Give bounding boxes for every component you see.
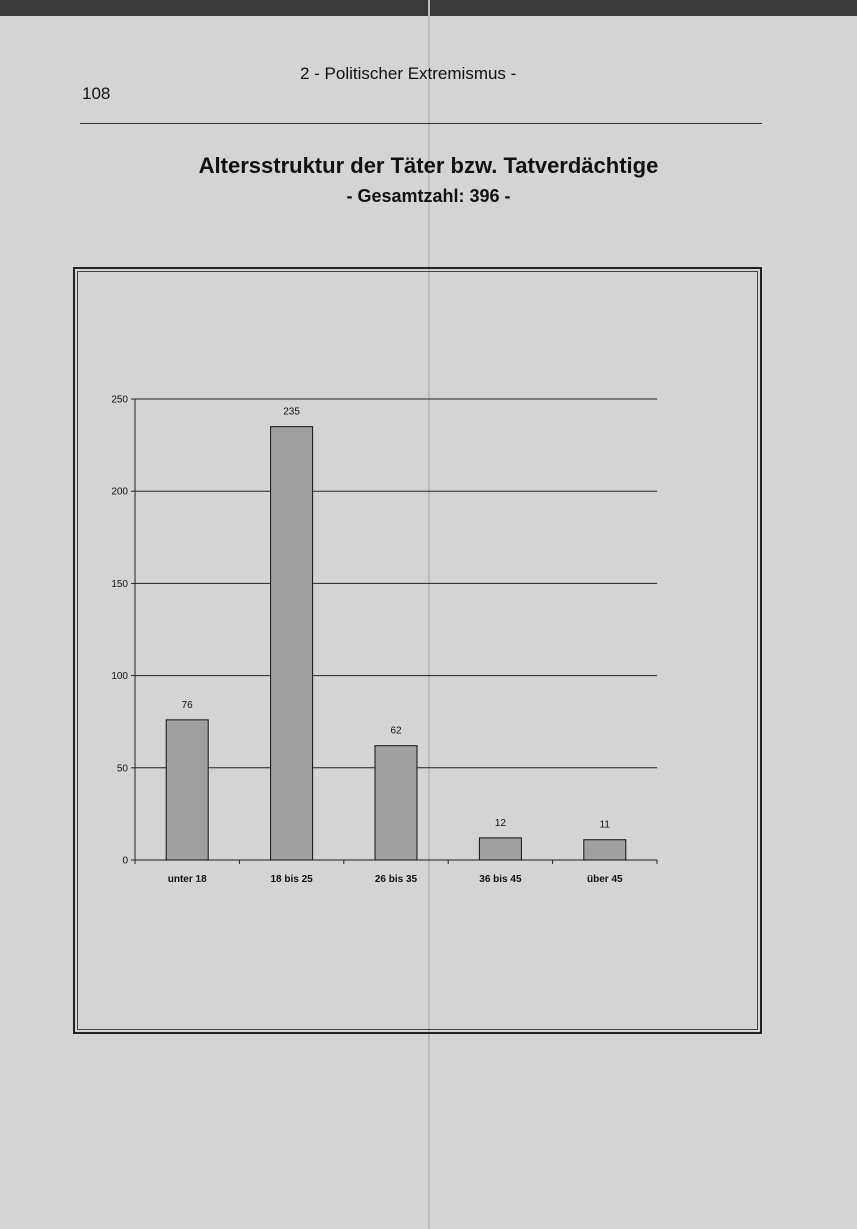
y-tick-label: 250 — [111, 394, 128, 406]
bar — [479, 838, 521, 860]
category-label: unter 18 — [167, 874, 207, 885]
category-label: über 45 — [587, 874, 623, 885]
page-number: 108 — [82, 84, 111, 103]
y-tick-label: 200 — [111, 486, 128, 498]
data-label: 11 — [599, 819, 610, 831]
y-tick-label: 150 — [111, 578, 128, 590]
bar — [375, 746, 417, 860]
category-label: 26 bis 35 — [374, 874, 418, 885]
bar — [584, 840, 626, 860]
y-tick-label: 0 — [122, 855, 128, 867]
data-label: 235 — [283, 406, 300, 418]
chart-title: Altersstruktur der Täter bzw. Tatverdächtige — [198, 153, 659, 178]
chart-subtitle: - Gesamtzahl: 396 - — [346, 186, 511, 206]
category-label: 18 bis 25 — [270, 874, 313, 885]
running-head: 2 - Politischer Extremismus - — [300, 64, 517, 83]
data-label: 76 — [181, 699, 193, 711]
y-tick-label: 50 — [116, 763, 128, 775]
y-tick-label: 100 — [111, 671, 128, 683]
bar — [271, 427, 313, 860]
category-label: 36 bis 45 — [479, 874, 522, 885]
data-label: 62 — [390, 725, 402, 737]
data-label: 12 — [494, 817, 506, 829]
bar — [166, 720, 208, 860]
